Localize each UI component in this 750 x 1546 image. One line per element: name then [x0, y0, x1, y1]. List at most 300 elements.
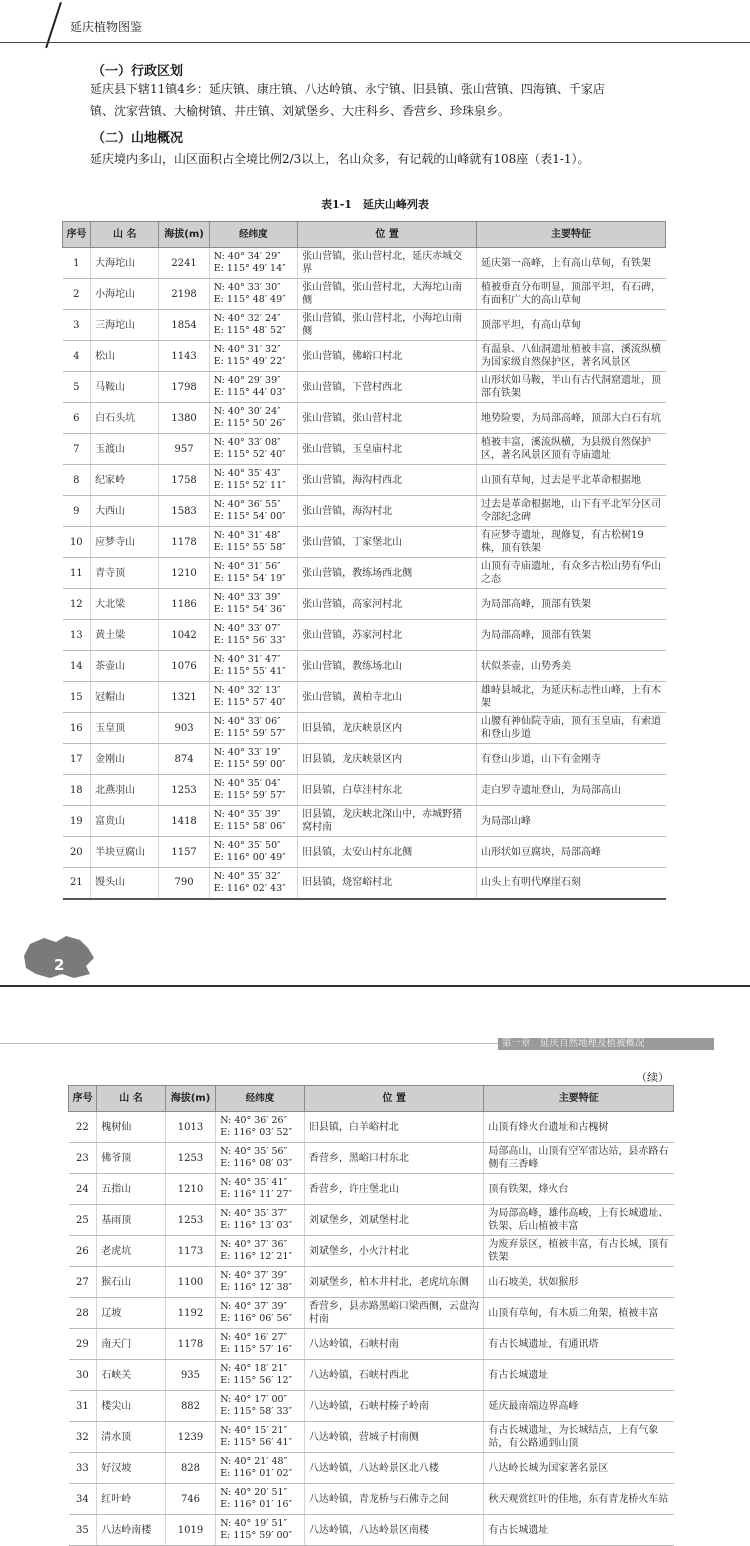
- cell-altitude: 1042: [159, 620, 209, 651]
- cell-name: 玉渡山: [91, 434, 159, 465]
- cell-location: 旧县镇，龙庆峡景区内: [298, 744, 477, 775]
- cell-longitude: E: 115° 54′ 00″: [213, 511, 286, 522]
- cell-coordinates: [209, 372, 297, 403]
- cell-coordinates: [209, 868, 297, 899]
- cell-location: 旧县镇，太安山村东北侧: [298, 837, 477, 868]
- cell-coordinates: [216, 1360, 305, 1391]
- cell-altitude: 1100: [165, 1267, 215, 1298]
- cell-location: 旧县镇，龙庆峡北深山中，赤城野猪窝村南: [298, 806, 477, 837]
- section-heading-admin: （一）行政区划: [92, 64, 184, 79]
- cell-location: 张山营镇，玉皇庙村北: [298, 434, 477, 465]
- table-row: [69, 1453, 674, 1484]
- header-features: 主要特征: [477, 222, 666, 248]
- cell-location: 旧县镇，白羊峪村北: [304, 1112, 483, 1143]
- cell-features: 山顶有烽火台遗址和古槐树: [484, 1112, 674, 1143]
- cell-altitude: 1798: [159, 372, 209, 403]
- cell-latitude: N: 40° 20′ 51″: [220, 1487, 288, 1498]
- cell-coordinates: [209, 403, 297, 434]
- cell-location: 张山营镇，张山营村北，大海坨山南侧: [298, 279, 477, 310]
- table-row: [63, 496, 666, 527]
- cell-name: 好汉坡: [97, 1453, 166, 1484]
- cell-coordinates: [216, 1422, 305, 1453]
- cell-features: 为局部高峰，顶部有铁架: [477, 589, 666, 620]
- cell-name: 三海坨山: [91, 310, 159, 341]
- cell-longitude: E: 116° 12′ 38″: [220, 1282, 293, 1293]
- cell-altitude: 1076: [159, 651, 209, 682]
- mountains-paragraph: 延庆境内多山，山区面积占全境比例2/3以上，名山众多，有记载的山峰就有108座（表1-1）。: [90, 152, 590, 166]
- table-row: [69, 1236, 674, 1267]
- cell-location: 八达岭镇，石峡村榛子岭南: [304, 1391, 483, 1422]
- cell-altitude: 1013: [165, 1112, 215, 1143]
- cell-latitude: N: 40° 19′ 51″: [220, 1518, 288, 1529]
- cell-latitude: N: 40° 33′ 06″: [213, 716, 281, 727]
- cell-no: 24: [69, 1174, 97, 1205]
- cell-no: 13: [63, 620, 91, 651]
- cell-latitude: N: 40° 29′ 39″: [213, 375, 281, 386]
- cell-longitude: E: 116° 11′ 27″: [220, 1189, 293, 1200]
- header-coordinates: 经纬度: [209, 222, 297, 248]
- cell-coordinates: [209, 651, 297, 682]
- table-row: [63, 248, 666, 279]
- cell-no: 19: [63, 806, 91, 837]
- cell-coordinates: [209, 434, 297, 465]
- cell-name: 马鞍山: [91, 372, 159, 403]
- cell-name: 白石头坑: [91, 403, 159, 434]
- table-row: [63, 682, 666, 713]
- cell-longitude: E: 115° 55′ 41″: [213, 666, 286, 677]
- cell-longitude: E: 115° 49′ 14″: [213, 263, 286, 274]
- table-row: [69, 1422, 674, 1453]
- cell-features: 有登山步道，山下有金刚寺: [477, 744, 666, 775]
- cell-longitude: E: 116° 08′ 03″: [220, 1158, 293, 1169]
- cell-location: 张山营镇，高家河村北: [298, 589, 477, 620]
- cell-longitude: E: 115° 50′ 26″: [213, 418, 286, 429]
- header-coordinates: 经纬度: [216, 1086, 305, 1112]
- cell-coordinates: [216, 1236, 305, 1267]
- cell-altitude: 1192: [165, 1298, 215, 1329]
- cell-longitude: E: 115° 59′ 00″: [213, 759, 286, 770]
- cell-longitude: E: 115° 59′ 57″: [213, 790, 286, 801]
- cell-altitude: 1173: [165, 1236, 215, 1267]
- cell-longitude: E: 116° 02′ 43″: [213, 882, 286, 894]
- header-rule: [0, 42, 750, 43]
- cell-features: 过去是革命根据地，山下有平北军分区司令部纪念碑: [477, 496, 666, 527]
- cell-latitude: N: 40° 17′ 00″: [220, 1394, 288, 1405]
- cell-features: 有应梦寺遗址，现修复，有古松树19株，顶有铁架: [477, 527, 666, 558]
- table-row: [63, 651, 666, 682]
- cell-location: 香营乡，县赤路黑峪口梁西侧，云盘沟村南: [304, 1298, 483, 1329]
- cell-no: 31: [69, 1391, 97, 1422]
- cell-no: 18: [63, 775, 91, 806]
- cell-features: 有古长城遗址，为长城结点，上有气象站，有公路通到山顶: [484, 1422, 674, 1453]
- cell-altitude: 1157: [159, 837, 209, 868]
- table-row: [63, 837, 666, 868]
- cell-no: 5: [63, 372, 91, 403]
- cell-longitude: E: 116° 03′ 52″: [220, 1127, 293, 1138]
- table-row: [63, 527, 666, 558]
- cell-name: 半块豆腐山: [91, 837, 159, 868]
- cell-no: 17: [63, 744, 91, 775]
- cell-location: 张山营镇，教练场北山: [298, 651, 477, 682]
- cell-latitude: N: 40° 36′ 55″: [213, 499, 281, 510]
- table-row: [69, 1143, 674, 1174]
- cell-features: 顶有铁架，烽火台: [484, 1174, 674, 1205]
- cell-no: 29: [69, 1329, 97, 1360]
- cell-latitude: N: 40° 16′ 27″: [220, 1332, 288, 1343]
- cell-longitude: E: 115° 56′ 12″: [220, 1375, 293, 1386]
- cell-location: 张山营镇，佛峪口村北: [298, 341, 477, 372]
- cell-longitude: E: 115° 54′ 36″: [213, 604, 286, 615]
- cell-altitude: 1253: [165, 1205, 215, 1236]
- cell-coordinates: [216, 1267, 305, 1298]
- cell-no: 9: [63, 496, 91, 527]
- cell-coordinates: [216, 1174, 305, 1205]
- table-row: [63, 589, 666, 620]
- cell-features: 八达岭长城为国家著名景区: [484, 1453, 674, 1484]
- table-row: [63, 744, 666, 775]
- cell-altitude: 1253: [165, 1143, 215, 1174]
- table-row: [63, 341, 666, 372]
- cell-features: 为局部高峰，顶部有铁架: [477, 620, 666, 651]
- cell-altitude: 1321: [159, 682, 209, 713]
- cell-no: 27: [69, 1267, 97, 1298]
- cell-latitude: N: 40° 31′ 48″: [213, 530, 281, 541]
- cell-coordinates: [216, 1515, 305, 1546]
- table-row: [69, 1329, 674, 1360]
- cell-altitude: 1239: [165, 1422, 215, 1453]
- cell-latitude: N: 40° 33′ 19″: [213, 747, 281, 758]
- cell-features: 有古长城遗址: [484, 1515, 674, 1546]
- cell-latitude: N: 40° 35′ 50″: [213, 840, 281, 851]
- cell-location: 旧县镇，龙庆峡景区内: [298, 713, 477, 744]
- page-2: [0, 987, 750, 1546]
- cell-location: 张山营镇，张山营村北，延庆赤城交界: [298, 248, 477, 279]
- cell-features: 山腰有神仙院寺庙，顶有玉皇庙，有索道和登山步道: [477, 713, 666, 744]
- table-row: [63, 403, 666, 434]
- cell-longitude: E: 115° 56′ 41″: [220, 1437, 293, 1448]
- cell-latitude: N: 40° 33′ 07″: [213, 623, 281, 634]
- cell-name: 猴石山: [97, 1267, 166, 1298]
- cell-location: 张山营镇，张山营村北，小海坨山南侧: [298, 310, 477, 341]
- cell-coordinates: [216, 1205, 305, 1236]
- section-heading-mountains: （二）山地概况: [92, 131, 184, 146]
- cell-no: 25: [69, 1205, 97, 1236]
- cell-coordinates: [209, 682, 297, 713]
- cell-no: 7: [63, 434, 91, 465]
- cell-name: 青寺顶: [91, 558, 159, 589]
- cell-latitude: N: 40° 37′ 39″: [220, 1270, 288, 1281]
- table-body-part-1: [63, 248, 666, 899]
- cell-name: 大西山: [91, 496, 159, 527]
- table-header-row: [63, 222, 666, 248]
- cell-features: 山石坡美，状如猴形: [484, 1267, 674, 1298]
- cell-name: 楼尖山: [97, 1391, 166, 1422]
- cell-name: 纪家岭: [91, 465, 159, 496]
- page-number: 2: [54, 956, 65, 974]
- cell-no: 14: [63, 651, 91, 682]
- cell-latitude: N: 40° 35′ 32″: [213, 870, 281, 882]
- cell-no: 8: [63, 465, 91, 496]
- cell-name: 应梦寺山: [91, 527, 159, 558]
- table-row: [69, 1360, 674, 1391]
- cell-features: 山形状如豆腐块，局部高峰: [477, 837, 666, 868]
- cell-name: 馒头山: [91, 868, 159, 899]
- table-row: [63, 775, 666, 806]
- cell-location: 旧县镇，白草洼村东北: [298, 775, 477, 806]
- cell-latitude: N: 40° 36′ 26″: [220, 1115, 288, 1126]
- cell-latitude: N: 40° 18′ 21″: [220, 1363, 288, 1374]
- cell-longitude: E: 116° 01′ 16″: [220, 1499, 293, 1510]
- cell-altitude: 1854: [159, 310, 209, 341]
- cell-latitude: N: 40° 32′ 13″: [213, 685, 281, 696]
- header-location: 位 置: [298, 222, 477, 248]
- header-features: 主要特征: [484, 1086, 674, 1112]
- table-row: [63, 465, 666, 496]
- cell-latitude: N: 40° 35′ 43″: [213, 468, 281, 479]
- cell-longitude: E: 116° 12′ 21″: [220, 1251, 293, 1262]
- cell-no: 22: [69, 1112, 97, 1143]
- cell-features: 为局部高峰，雄伟高峻，上有长城遗址、铁架、后山植被丰富: [484, 1205, 674, 1236]
- cell-latitude: N: 40° 35′ 56″: [220, 1146, 288, 1157]
- cell-name: 玉皇顶: [91, 713, 159, 744]
- cell-longitude: E: 116° 00′ 49″: [213, 852, 286, 863]
- cell-features: 山头上有明代摩崖石刻: [477, 868, 666, 899]
- cell-longitude: E: 115° 57′ 40″: [213, 697, 286, 708]
- cell-location: 香营乡，许庄堡北山: [304, 1174, 483, 1205]
- cell-features: 为废弃景区，植被丰富，有古长城，顶有铁架: [484, 1236, 674, 1267]
- cell-latitude: N: 40° 37′ 36″: [220, 1239, 288, 1250]
- cell-altitude: 1253: [159, 775, 209, 806]
- cell-name: 金刚山: [91, 744, 159, 775]
- cell-longitude: E: 115° 58′ 33″: [220, 1406, 293, 1417]
- cell-longitude: E: 115° 54′ 19″: [213, 573, 286, 584]
- cell-longitude: E: 116° 01′ 02″: [220, 1468, 293, 1479]
- cell-name: 黄土梁: [91, 620, 159, 651]
- cell-latitude: N: 40° 21′ 48″: [220, 1456, 288, 1467]
- cell-altitude: 1210: [159, 558, 209, 589]
- cell-features: 走白罗寺遗址登山，为局部高山: [477, 775, 666, 806]
- cell-location: 香营乡，黑峪口村东北: [304, 1143, 483, 1174]
- cell-coordinates: [216, 1453, 305, 1484]
- cell-latitude: N: 40° 35′ 41″: [220, 1177, 288, 1188]
- cell-coordinates: [216, 1112, 305, 1143]
- table-row: [63, 310, 666, 341]
- cell-coordinates: [216, 1391, 305, 1422]
- cell-coordinates: [209, 341, 297, 372]
- cell-longitude: E: 115° 56′ 33″: [213, 635, 286, 646]
- table-row: [69, 1174, 674, 1205]
- cell-location: 八达岭镇，石峡村西北: [304, 1360, 483, 1391]
- cell-latitude: N: 40° 30′ 24″: [213, 406, 281, 417]
- cell-no: 2: [63, 279, 91, 310]
- cell-name: 大北梁: [91, 589, 159, 620]
- cell-longitude: E: 116° 06′ 56″: [220, 1313, 293, 1324]
- cell-location: 刘斌堡乡，刘斌堡村北: [304, 1205, 483, 1236]
- cell-name: 大海坨山: [91, 248, 159, 279]
- cell-altitude: 957: [159, 434, 209, 465]
- table-body-part-2: [69, 1112, 674, 1546]
- cell-altitude: 828: [165, 1453, 215, 1484]
- cell-coordinates: [209, 589, 297, 620]
- cell-location: 张山营镇，海沟村西北: [298, 465, 477, 496]
- cell-latitude: N: 40° 32′ 24″: [213, 313, 281, 324]
- cell-name: 槐树仙: [97, 1112, 166, 1143]
- header-no: 序号: [69, 1086, 97, 1112]
- cell-coordinates: [209, 310, 297, 341]
- cell-location: 张山营镇，海沟村北: [298, 496, 477, 527]
- table-row: [69, 1515, 674, 1546]
- cell-no: 1: [63, 248, 91, 279]
- cell-coordinates: [209, 496, 297, 527]
- cell-altitude: 1178: [165, 1329, 215, 1360]
- table-row: [63, 868, 666, 899]
- cell-name: 五指山: [97, 1174, 166, 1205]
- cell-altitude: 1758: [159, 465, 209, 496]
- table-caption: 表1-1 延庆山峰列表: [321, 198, 429, 211]
- table-row: [63, 372, 666, 403]
- cell-features: 延庆第一高峰，上有高山草甸，有铁架: [477, 248, 666, 279]
- cell-longitude: E: 116° 13′ 03″: [220, 1220, 293, 1231]
- cell-altitude: 1143: [159, 341, 209, 372]
- cell-altitude: 2241: [159, 248, 209, 279]
- cell-no: 15: [63, 682, 91, 713]
- cell-no: 33: [69, 1453, 97, 1484]
- cell-coordinates: [209, 775, 297, 806]
- cell-features: 有温泉、八仙洞遗址植被丰富，溪流纵横为国家级自然保护区，著名风景区: [477, 341, 666, 372]
- cell-altitude: 2198: [159, 279, 209, 310]
- cell-features: 顶部平坦，有高山草甸: [477, 310, 666, 341]
- cell-coordinates: [209, 620, 297, 651]
- cell-no: 11: [63, 558, 91, 589]
- cell-no: 10: [63, 527, 91, 558]
- cell-longitude: E: 115° 44′ 03″: [213, 387, 286, 398]
- cell-altitude: 903: [159, 713, 209, 744]
- cell-longitude: E: 115° 48′ 52″: [213, 325, 286, 336]
- header-altitude: 海拔(m): [165, 1086, 215, 1112]
- cell-no: 3: [63, 310, 91, 341]
- cell-longitude: E: 115° 48′ 49″: [213, 294, 286, 305]
- mountain-table-part-1: [62, 221, 666, 900]
- header-name: 山 名: [97, 1086, 166, 1112]
- table-row: [63, 434, 666, 465]
- cell-coordinates: [209, 806, 297, 837]
- admin-paragraph-line-1: 延庆县下辖11镇4乡：延庆镇、康庄镇、八达岭镇、永宁镇、旧县镇、张山营镇、四海镇、千家店: [90, 82, 605, 96]
- cell-features: 为局部山峰: [477, 806, 666, 837]
- cell-features: 地势险要，为局部高峰，顶部大白石有坑: [477, 403, 666, 434]
- cell-features: 雄峙县城北，为延庆标志性山峰，上有木架: [477, 682, 666, 713]
- cell-name: 佛爷顶: [97, 1143, 166, 1174]
- cell-altitude: 1178: [159, 527, 209, 558]
- cell-altitude: 1418: [159, 806, 209, 837]
- cell-location: 张山营镇，下营村西北: [298, 372, 477, 403]
- cell-location: 刘斌堡乡，小火汁村北: [304, 1236, 483, 1267]
- cell-coordinates: [209, 713, 297, 744]
- cell-name: 辽坡: [97, 1298, 166, 1329]
- table-row: [69, 1484, 674, 1515]
- cell-latitude: N: 40° 31′ 56″: [213, 561, 281, 572]
- cell-coordinates: [209, 837, 297, 868]
- cell-no: 6: [63, 403, 91, 434]
- cell-longitude: E: 115° 59′ 57″: [213, 728, 286, 739]
- table-row: [69, 1112, 674, 1143]
- cell-name: 北燕羽山: [91, 775, 159, 806]
- cell-name: 基雨顶: [97, 1205, 166, 1236]
- cell-latitude: N: 40° 35′ 37″: [220, 1208, 288, 1219]
- table-row: [63, 806, 666, 837]
- cell-coordinates: [216, 1484, 305, 1515]
- cell-altitude: 1380: [159, 403, 209, 434]
- header-location: 位 置: [304, 1086, 483, 1112]
- cell-no: 30: [69, 1360, 97, 1391]
- cell-no: 34: [69, 1484, 97, 1515]
- table-row: [69, 1267, 674, 1298]
- cell-latitude: N: 40° 33′ 30″: [213, 282, 281, 293]
- cell-altitude: 882: [165, 1391, 215, 1422]
- cell-altitude: 935: [165, 1360, 215, 1391]
- cell-features: 状似茶壶，山势秀美: [477, 651, 666, 682]
- cell-no: 21: [63, 868, 91, 899]
- running-header: [0, 0, 750, 48]
- cell-name: 富贵山: [91, 806, 159, 837]
- table-row: [69, 1298, 674, 1329]
- cell-latitude: N: 40° 33′ 39″: [213, 592, 281, 603]
- cell-coordinates: [209, 465, 297, 496]
- table-row: [63, 713, 666, 744]
- cell-coordinates: [209, 558, 297, 589]
- cell-longitude: E: 115° 49′ 22″: [213, 356, 286, 367]
- cell-location: 八达岭镇，八达岭景区北八楼: [304, 1453, 483, 1484]
- cell-name: 石峡关: [97, 1360, 166, 1391]
- cell-coordinates: [209, 527, 297, 558]
- cell-altitude: 874: [159, 744, 209, 775]
- cell-altitude: 790: [159, 868, 209, 899]
- cell-latitude: N: 40° 37′ 39″: [220, 1301, 288, 1312]
- cell-longitude: E: 115° 58′ 06″: [213, 821, 286, 832]
- cell-features: 山顶有草甸，过去是平北革命根据地: [477, 465, 666, 496]
- cell-no: 23: [69, 1143, 97, 1174]
- cell-features: 山形状如马鞍，半山有古代洞窟遗址，顶部有铁架: [477, 372, 666, 403]
- cell-features: 植被垂直分布明显，顶部平坦，有石碑，有面积广大的高山草甸: [477, 279, 666, 310]
- cell-coordinates: [209, 744, 297, 775]
- cell-name: 红叶岭: [97, 1484, 166, 1515]
- cell-altitude: 1210: [165, 1174, 215, 1205]
- header-name: 山 名: [91, 222, 159, 248]
- cell-name: 小海坨山: [91, 279, 159, 310]
- cell-location: 刘斌堡乡，柏木井村北，老虎坑东侧: [304, 1267, 483, 1298]
- cell-location: 八达岭镇，石峡村南: [304, 1329, 483, 1360]
- table-row: [69, 1391, 674, 1422]
- chapter-header: 第一章 延庆自然地理及植被概况: [498, 1038, 714, 1050]
- cell-no: 12: [63, 589, 91, 620]
- header-altitude: 海拔(m): [159, 222, 209, 248]
- cell-location: 八达岭镇，青龙桥与石佛寺之间: [304, 1484, 483, 1515]
- cell-name: 冠帽山: [91, 682, 159, 713]
- cell-altitude: 746: [165, 1484, 215, 1515]
- cell-no: 4: [63, 341, 91, 372]
- cell-coordinates: [216, 1298, 305, 1329]
- mountain-table-part-2: [68, 1085, 674, 1546]
- cell-coordinates: [209, 248, 297, 279]
- cell-features: 有古长城遗址: [484, 1360, 674, 1391]
- cell-latitude: N: 40° 34′ 29″: [213, 251, 281, 262]
- cell-longitude: E: 115° 55′ 58″: [213, 542, 286, 553]
- book-title: 延庆植物图鉴: [70, 20, 143, 34]
- cell-name: 八达岭南楼: [97, 1515, 166, 1546]
- continued-label: （续）: [636, 1071, 669, 1084]
- admin-paragraph-line-2: 镇、沈家营镇、大榆树镇、井庄镇、刘斌堡乡、大庄科乡、香营乡、珍珠泉乡。: [90, 104, 511, 118]
- cell-features: 山顶有寺庙遗址，有众多古松山势有华山之态: [477, 558, 666, 589]
- cell-location: 张山营镇，丁家堡北山: [298, 527, 477, 558]
